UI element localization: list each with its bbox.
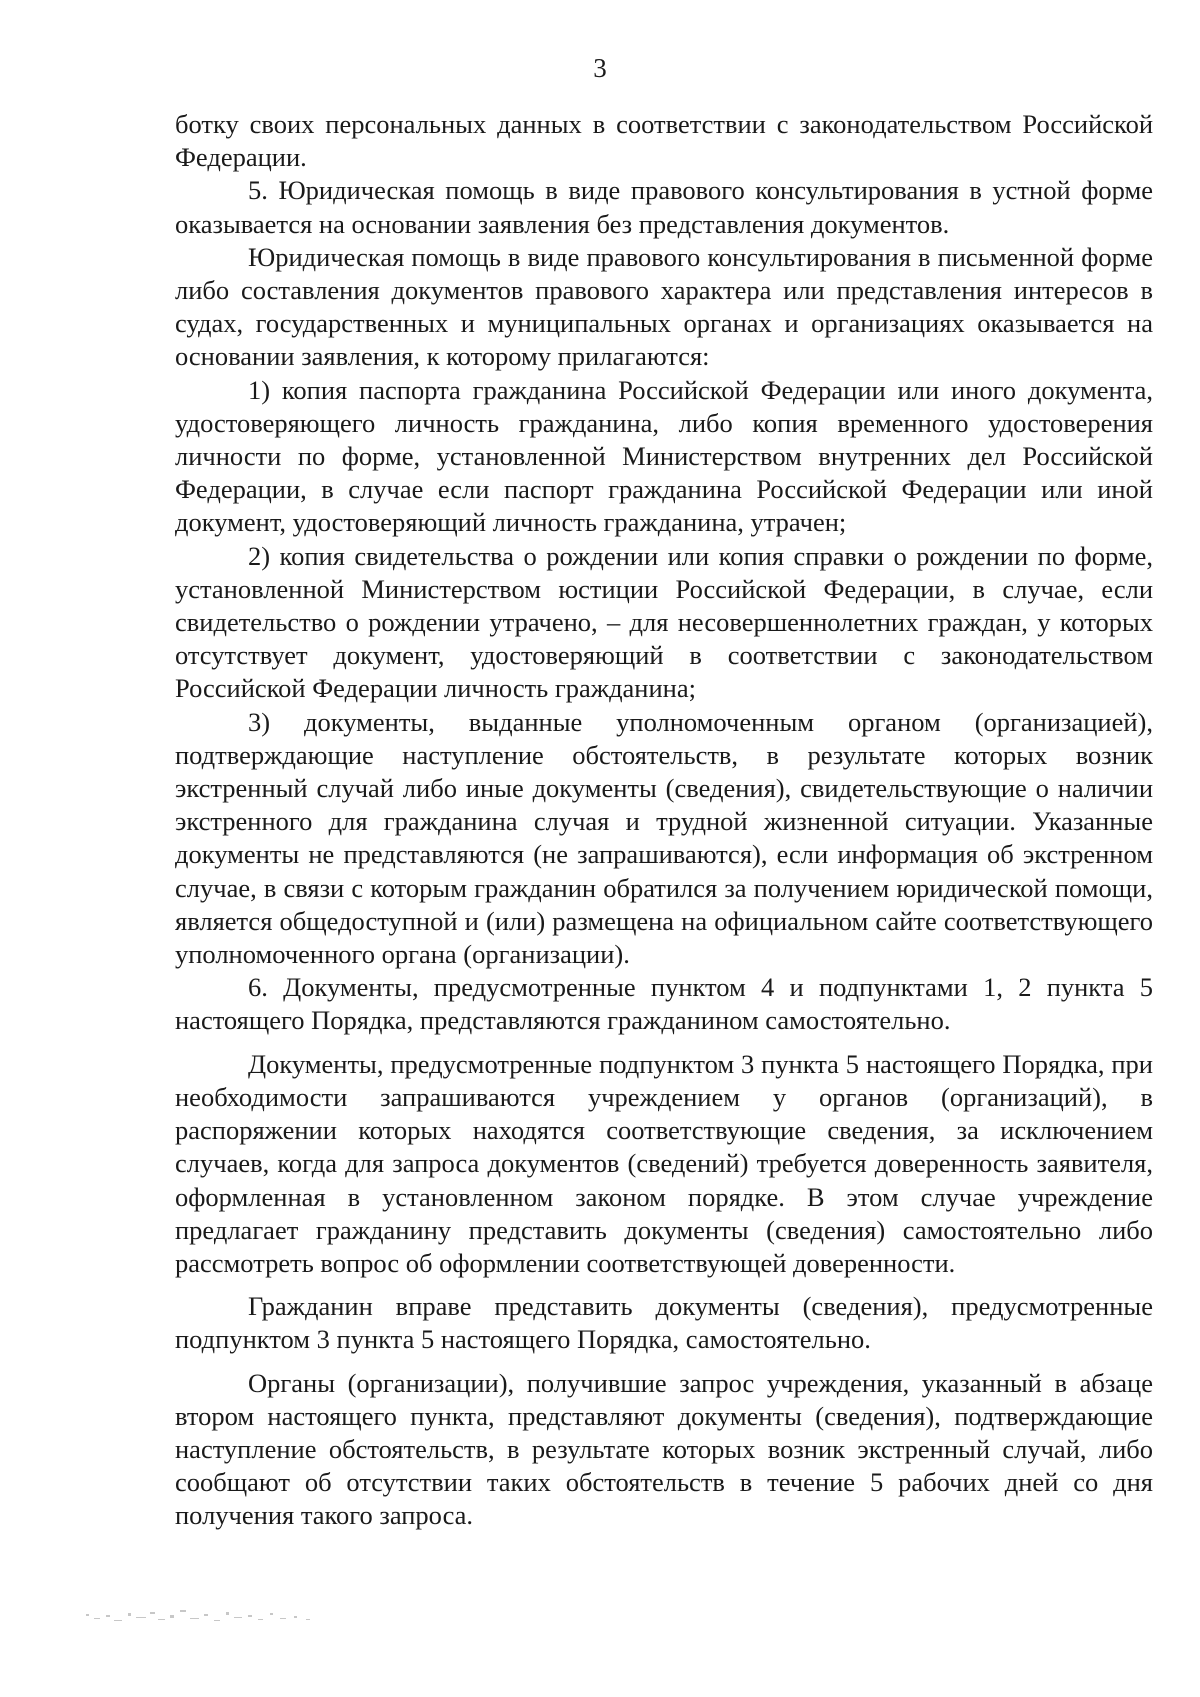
document-body (175, 108, 1153, 1533)
subitem-1: 1) копия паспорта гражданина Российской Федерации или иного документа, удостоверяющего личность гражданина, либо копия временного удостоверения личности по форме, установленной Министерством внутренних дел Российской Федерации, в случае если паспорт гражданина Российской Федерации или иной документ, удостоверяющий личность гражданина, утрачен; (175, 374, 1153, 538)
scan-noise-mark (84, 1606, 324, 1628)
paragraph-organs-response: Органы (организации), получившие запрос учреждения, указанный в абзаце втором настоящего пункта, представляют документы (сведения), подтверждающие наступление обстоятельств, в результате которых возник экстренный случай, либо сообщают об отсутствии таких обстоятельств в течение 5 рабочих дней со дня получения такого запроса. (175, 1367, 1153, 1531)
subitem-2: 2) копия свидетельства о рождении или копия справки о рождении по форме, установленной Министерством юстиции Российской Федерации, в случае, если свидетельство о рождении утрачено, – для несовершеннолетних граждан, у которых отсутствует документ, удостоверяющий в соответствии с законодательством Российской Федерации личность гражданина; (175, 540, 1153, 704)
page-number: 3 (593, 53, 607, 83)
paragraph-requests: Документы, предусмотренные подпунктом 3 пункта 5 настоящего Порядка, при необходимости запрашиваются учреждением у органов (организаций), в распоряжении которых находятся соответствующие сведения, за исключением случаев, когда для запроса документов (сведений) требуется доверенность заявителя, оформленная в установленном законом порядке. В этом случае учреждение предлагает гражданину представить документы (сведения) самостоятельно либо рассмотреть вопрос об оформлении соответствующей доверенности. (175, 1048, 1153, 1278)
paragraph-continuation: ботку своих персональных данных в соответствии с законодательством Российской Федерации. (175, 109, 1153, 173)
paragraph-citizen-right: Гражданин вправе представить документы (сведения), предусмотренные подпунктом 3 пункта 5 настоящего Порядка, самостоятельно. (175, 1291, 1153, 1355)
subitem-3: 3) документы, выданные уполномоченным органом (организацией), подтверждающие наступление обстоятельств, в результате которых возник экстренный случай либо иные документы (сведения), свидетельствующие о наличии экстренного для гражданина случая и трудной жизненной ситуации. Указанные документы не представляются (не запрашиваются), если информация об экстренном случае, в связи с которым гражданин обратился за получением юридической помощи, является общедоступной и (или) размещена на официальном сайте соответствующего уполномоченного органа (организации). (175, 706, 1153, 970)
paragraph-item-5: 5. Юридическая помощь в виде правового консультирования в устной форме оказывается на основании заявления без представления документов. (175, 175, 1153, 239)
paragraph-written-help: Юридическая помощь в виде правового консультирования в письменной форме либо составления документов правового характера или представления интересов в судах, государственных и муниципальных органах и организациях оказывается на основании заявления, к которому прилагаются: (175, 241, 1153, 372)
paragraph-item-6: 6. Документы, предусмотренные пунктом 4 и подпунктами 1, 2 пункта 5 настоящего Порядка, представляются гражданином самостоятельно. (175, 972, 1153, 1036)
